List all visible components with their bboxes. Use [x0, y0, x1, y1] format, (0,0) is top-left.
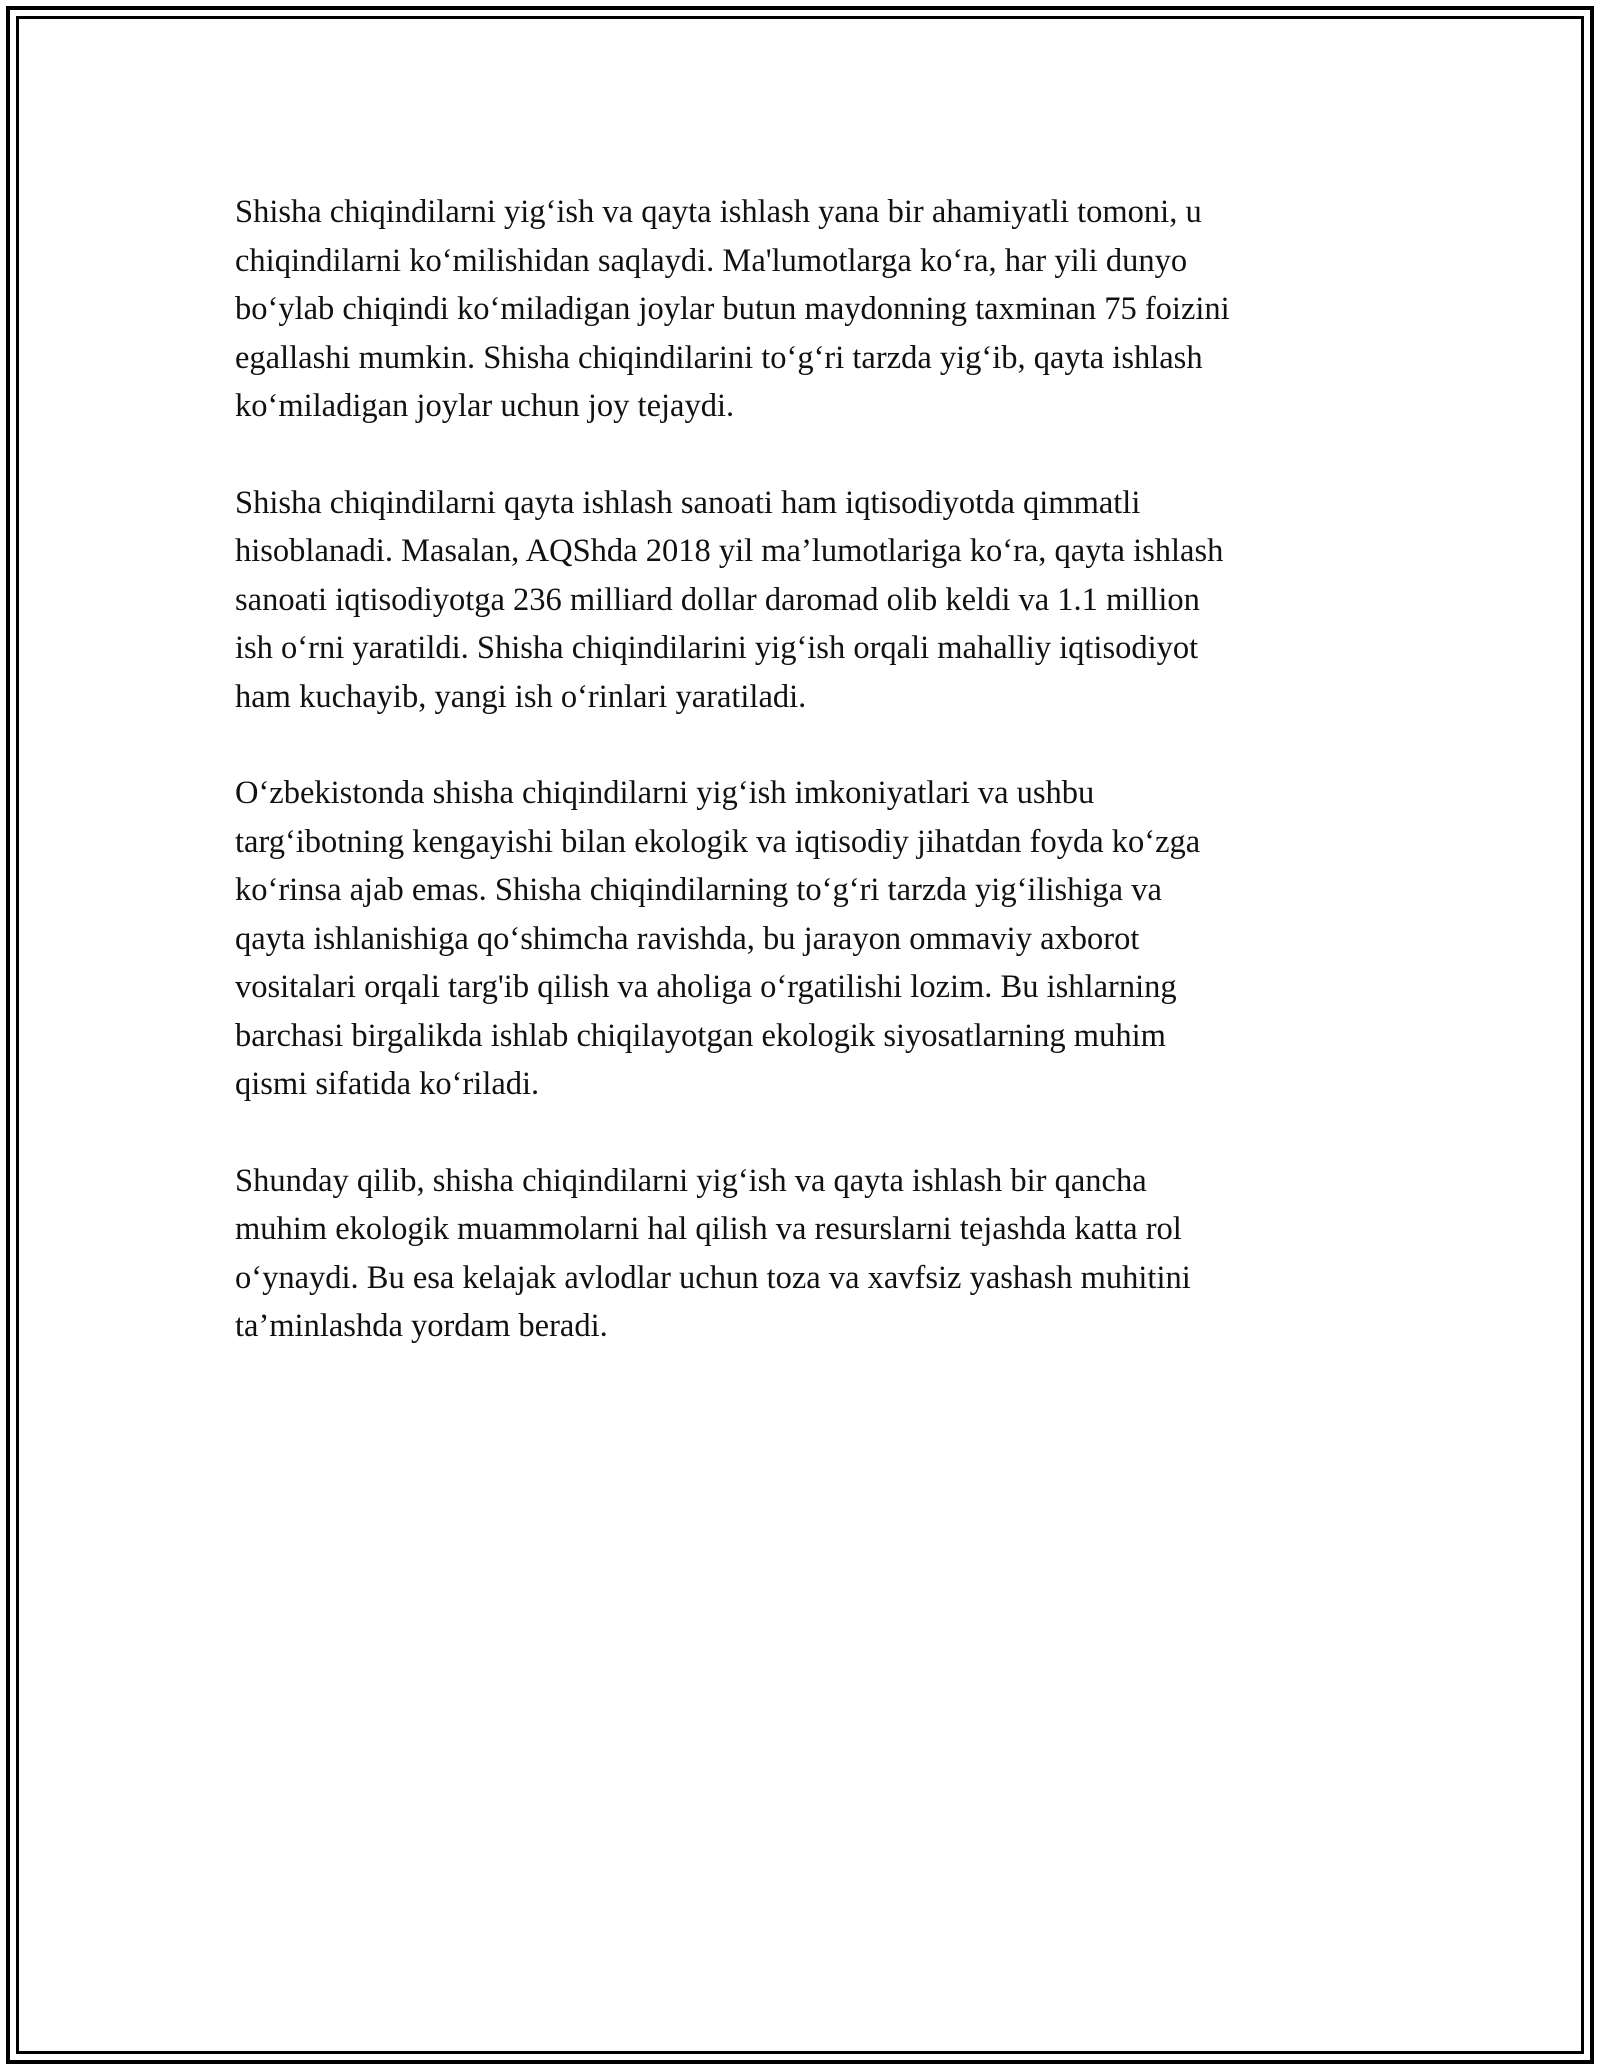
paragraph-2: Shisha chiqindilarni qayta ishlash sanoati ham iqtisodiyotda qimmatli hisoblanadi. Masalan, AQShda 2018 yil ma’lumotlariga ko‘ra, qayta ishlash sanoati iqtisodiyotga 236 milliard dollar daromad olib keldi va 1.1 million ish o‘rni yaratildi. Shisha chiqindilarini yig‘ish orqali mahalliy iqtisodiyot ham kuchayib, yangi ish o‘rinlari yaratiladi. [235, 484, 1224, 715]
paragraph-3: O‘zbekistonda shisha chiqindilarni yig‘ish imkoniyatlari va ushbu targ‘ibotning kengayishi bilan ekologik va iqtisodiy jihatdan foyda ko‘zga ko‘rinsa ajab emas. Shisha chiqindilarning to‘g‘ri tarzda yig‘ilishiga va qayta ishlanishiga qo‘shimcha ravishda, bu jarayon ommaviy axborot vositalari orqali targ'ib qilish va aholiga o‘rgatilishi lozim. Bu ishlarning barchasi birgalikda ishlab chiqilayotgan ekologik siyosatlarning muhim qismi sifatida ko‘riladi. [235, 775, 1201, 1102]
document-body [235, 188, 1385, 1399]
paragraph-1: Shisha chiqindilarni yig‘ish va qayta ishlash yana bir ahamiyatli tomoni, u chiqindilarni ko‘milishidan saqlaydi. Ma'lumotlarga ko‘ra, har yili dunyo bo‘ylab chiqindi ko‘miladigan joylar butun maydonning taxminan 75 foizini egallashi mumkin. Shisha chiqindilarini to‘g‘ri tarzda yig‘ib, qayta ishlash ko‘miladigan joylar uchun joy tejaydi. [235, 194, 1230, 424]
paragraph-4: Shunday qilib, shisha chiqindilarni yig‘ish va qayta ishlash bir qancha muhim ekologik muammolarni hal qilish va resurslarni tejashda katta rol o‘ynaydi. Bu esa kelajak avlodlar uchun toza va xavfsiz yashash muhitini ta’minlashda yordam beradi. [235, 1162, 1191, 1344]
